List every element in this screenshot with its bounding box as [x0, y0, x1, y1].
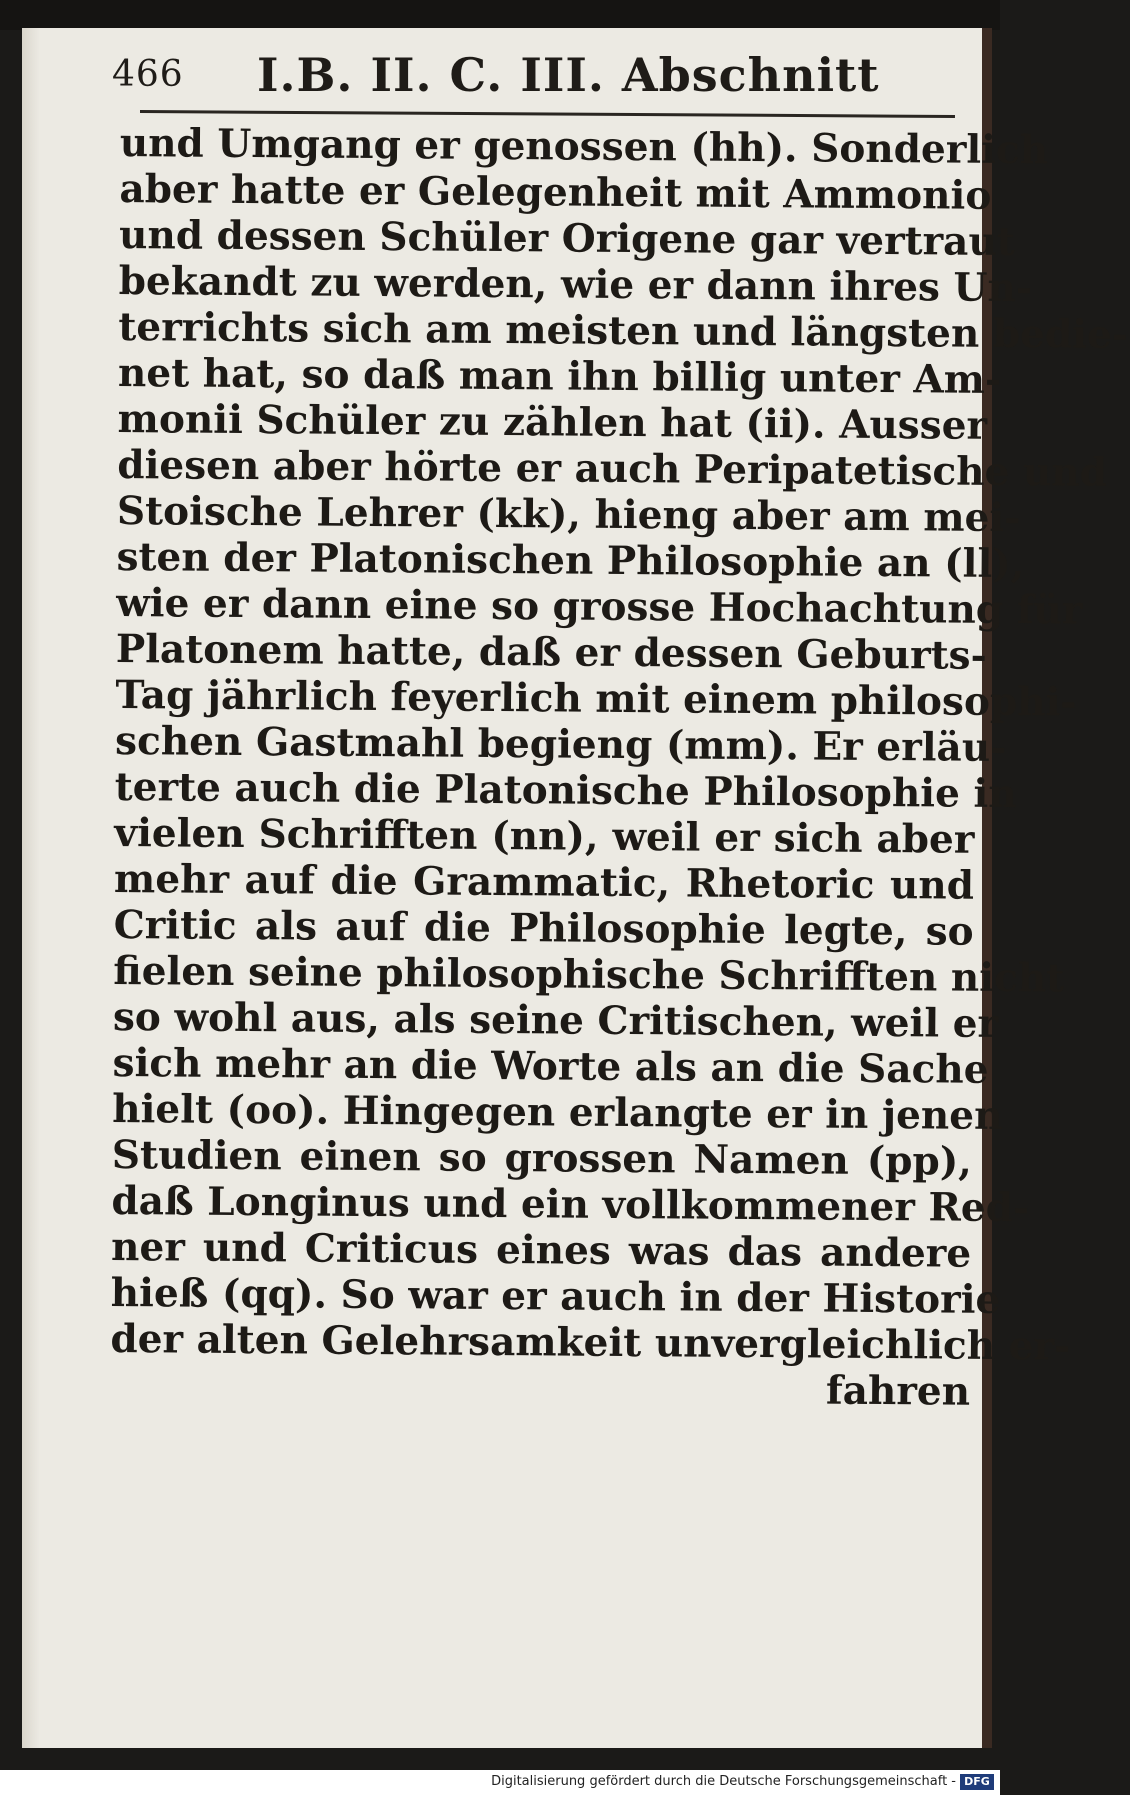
- text-line: sich mehr an die Worte als an die Sache: [112, 1039, 989, 1093]
- text-line: hieß (qq). So war er auch in der Historie: [110, 1269, 1001, 1323]
- text-line: Tag jährlich feyerlich mit einem philosophi-: [115, 671, 1077, 726]
- text-line: sten der Platonischen Philosophie an (ll),: [116, 533, 1025, 588]
- dfg-logo: DFG: [960, 1774, 994, 1790]
- text-line: und dessen Schüler Origene gar vertraut: [118, 211, 1015, 266]
- text-line: bekandt zu werden, wie er dann ihres Un-: [118, 257, 1033, 312]
- text-line: und Umgang er genossen (hh). Sonderlich: [119, 120, 1049, 174]
- text-line: so wohl aus, als seine Critischen, weil er: [112, 993, 999, 1047]
- text-line: schen Gastmahl begieng (mm). Er erläu-: [114, 717, 1007, 771]
- text-line: vielen Schrifften (nn), weil er sich aber: [114, 809, 975, 863]
- text-line: diesen aber hörte er auch Peripatetische und: [117, 441, 1108, 496]
- text-line: terrichts sich am meisten und längsten bedie-: [118, 303, 1129, 358]
- footer-bar: [0, 1770, 1000, 1795]
- text-line: Platonem hatte, daß er dessen Geburts-: [115, 625, 987, 679]
- text-line: ner und Criticus eines was das andere: [110, 1223, 972, 1277]
- text-line: Critic als auf die Philosophie legte, so: [113, 901, 974, 955]
- footer-credit: Digitalisierung gefördert durch die Deutsche Forschungsgemeinschaft -: [491, 1774, 956, 1789]
- text-line: aber hatte er Gelegenheit mit Ammonio: [119, 165, 992, 219]
- text-line: terte auch die Platonische Philosophie in: [114, 763, 1017, 818]
- text-line: daß Longinus und ein vollkommener Red-: [111, 1177, 1030, 1232]
- text-line: net hat, so daß man ihn billig unter Am-: [117, 349, 1002, 403]
- text-line: monii Schüler zu zählen hat (ii). Ausser: [117, 395, 988, 449]
- scan-top-band: [0, 0, 1000, 30]
- text-line: Studien einen so grossen Namen (pp),: [111, 1131, 973, 1185]
- body-text: [110, 120, 1129, 1415]
- page-number: 466: [112, 54, 184, 95]
- page-header: [112, 36, 972, 116]
- text-line: Stoische Lehrer (kk), hieng aber am mei-: [116, 487, 1021, 542]
- text-line: fielen seine philosophische Schrifften nicht: [113, 947, 1065, 1002]
- text-line: hielt (oo). Hingegen erlangte er in jenen: [112, 1085, 1003, 1139]
- text-line: wie er dann eine so grosse Hochachtung für: [116, 579, 1083, 634]
- running-head: I.B. II. C. III. Abschnitt: [257, 48, 880, 102]
- text-line: mehr auf die Grammatic, Rhetoric und: [113, 855, 975, 909]
- catchword: fahren: [825, 1367, 971, 1415]
- text-line: der alten Gelehrsamkeit unvergleichlich er-: [110, 1315, 1071, 1370]
